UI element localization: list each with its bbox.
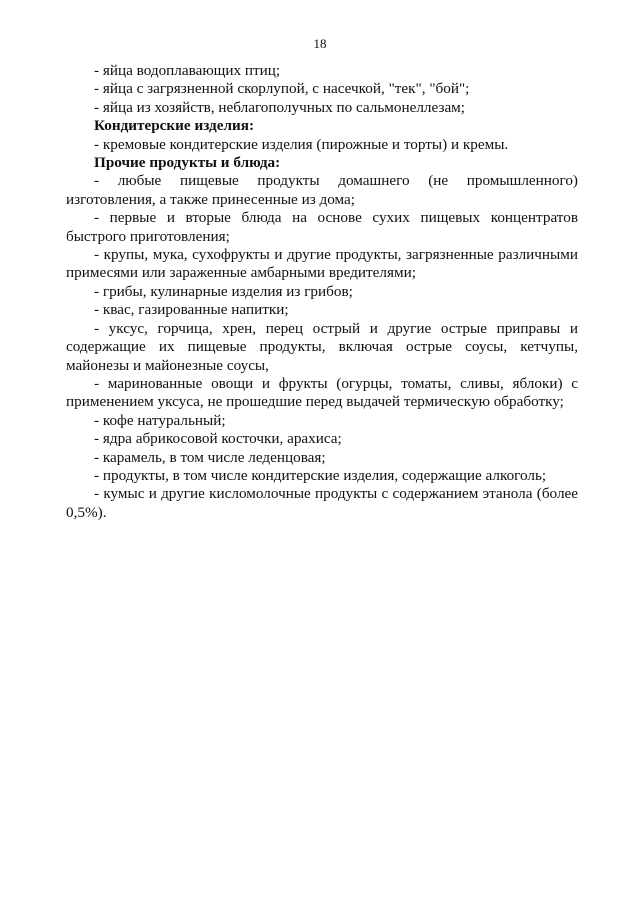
list-item: - яйца водоплавающих птиц; <box>94 62 281 79</box>
section-heading-confectionery: Кондитерские изделия: <box>94 117 255 135</box>
list-item: - крупы, мука, сухофрукты и другие продукты, загрязненные различными примесями или зараженные амбарными вредителями; <box>66 246 578 282</box>
list-item: - любые пищевые продукты домашнего (не промышленного) изготовления, а также принесенные из дома; <box>66 172 578 208</box>
section-heading-other-products: Прочие продукты и блюда: <box>94 154 281 172</box>
list-item: - уксус, горчица, хрен, перец острый и другие острые приправы и содержащие их пищевые продукты, включая острые соусы, кетчупы, майонезы и майонезные соусы, <box>66 319 578 374</box>
list-item: - яйца из хозяйств, неблагополучных по сальмонеллезам; <box>94 98 466 116</box>
list-item: - карамель, в том числе леденцовая; <box>94 448 326 466</box>
list-item: - маринованные овощи и фрукты (огурцы, томаты, сливы, яблоки) с применением уксуса, не прошедшие перед выдачей термическую обработку; <box>66 374 578 411</box>
list-item: - грибы, кулинарные изделия из грибов; <box>94 282 353 300</box>
list-item: - квас, газированные напитки; <box>94 301 289 319</box>
list-item: - кремовые кондитерские изделия (пирожные и торты) и кремы. <box>94 135 509 153</box>
document-body <box>66 62 578 522</box>
list-item: - первые и вторые блюда на основе сухих пищевых концентратов быстрого приготовления; <box>66 209 578 245</box>
list-item: - яйца с загрязненной скорлупой, с насечкой, "тек", "бой"; <box>94 80 470 98</box>
list-item: - ядра абрикосовой косточки, арахиса; <box>94 430 342 448</box>
list-item: - кофе натуральный; <box>94 411 226 429</box>
list-item: - кумыс и другие кисломолочные продукты с содержанием этанола (более 0,5%). <box>66 485 578 521</box>
page-number: 18 <box>313 36 327 51</box>
list-item: - продукты, в том числе кондитерские изделия, содержащие алкоголь; <box>94 466 547 484</box>
